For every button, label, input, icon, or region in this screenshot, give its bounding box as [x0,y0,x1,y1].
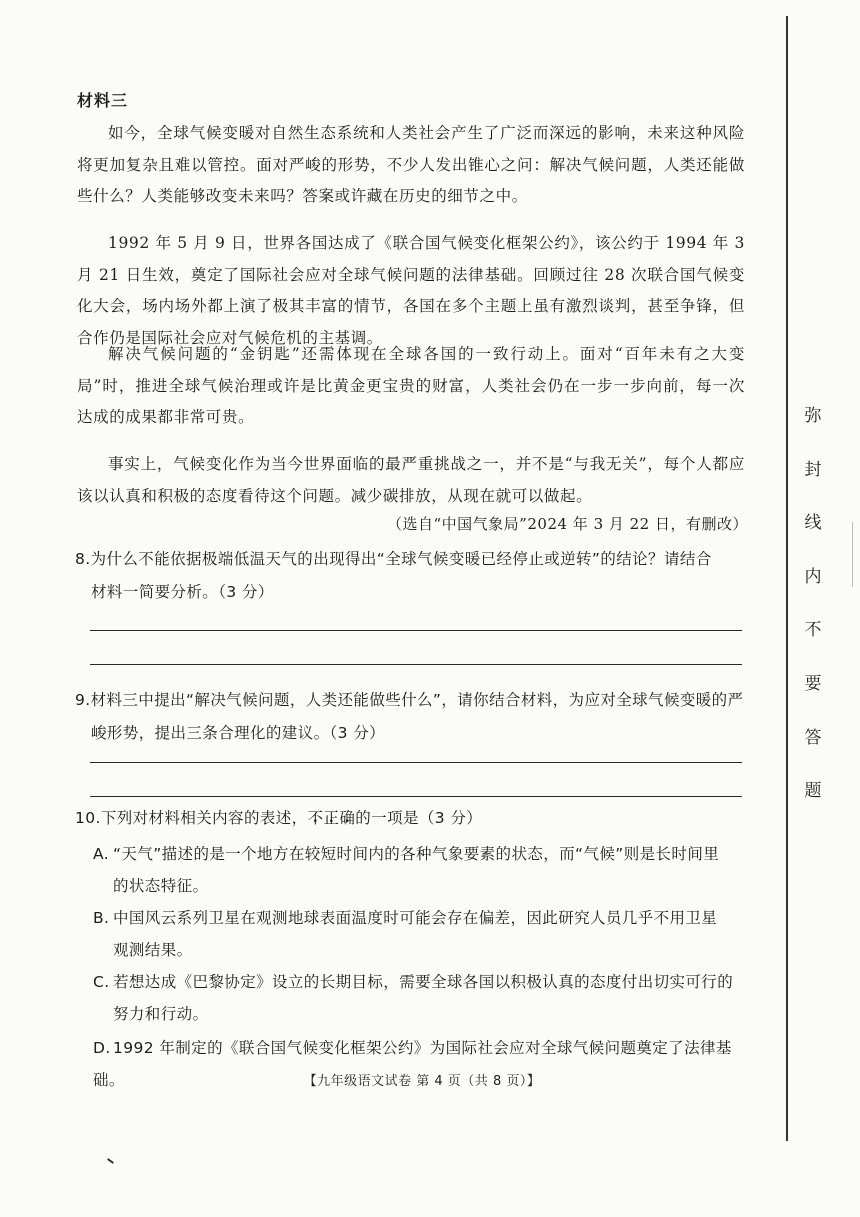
option-c [93,967,748,1030]
question-8 [75,543,747,609]
option-text: “天气”描述的是一个地方在较短时间内的各种气象要素的状态，而“气候”则是长时间里 [113,845,720,863]
seal-char: 封 [804,459,822,480]
question-9-number: 9. [75,691,91,709]
page-footer: 【九年级语文试卷 第 4 页（共 8 页）】 [303,1074,541,1089]
seal-char: 不 [804,620,822,641]
option-text: 若想达成《巴黎协定》设立的长期目标，需要全球各国以积极认真的态度付出切实可行的 [113,973,734,991]
answer-line[interactable] [90,762,742,763]
question-9-line1: 材料三中提出“解决气候问题，人类还能做些什么”，请你结合材料，为应对全球气候变暖的严 [90,691,744,709]
seal-margin [786,16,858,1141]
answer-line[interactable] [90,630,742,631]
question-8-number: 8. [75,550,91,568]
answer-line[interactable] [90,664,742,665]
option-text-continued: 观测结果。 [113,940,193,959]
question-10-number: 10. [75,809,101,827]
seal-char: 线 [804,513,822,534]
emphasis-char: 不 [307,809,324,827]
emphasis-char: 确 [339,809,356,827]
option-letter: D. [93,1039,111,1057]
material-paragraph-2: 1992 年 5 月 9 日，世界各国达成了《联合国气候变化框架公约》，该公约于 1994 年 3 月 21 日生效，奠定了国际社会应对全球气候问题的法律基础。回顾过往 28 次联合国气候变化大会，场内场外都上演了极其丰富的情节，各国在多个主题上虽有激烈谈判，甚至争锋，但合作仍是国际社会应对气候危机的主基调。 [77,234,745,347]
option-text: 1992 年制定的《联合国气候变化框架公约》为国际社会应对全球气候问题奠定了法律基础。 [93,1039,732,1089]
material-paragraph-3: 解决气候问题的“金钥匙”还需体现在全球各国的一致行动上。面对“百年未有之大变局”时，推进全球气候治理或许是比黄金更宝贵的财富，人类社会仍在一步一步向前，每一次达成的成果都非常可贵。 [77,345,745,426]
option-b [93,903,748,966]
seal-notice [796,406,830,835]
seal-char: 题 [804,781,822,802]
question-9-line2: 峻形势，提出三条合理化的建议。（3 分） [91,724,386,742]
option-text: 中国风云系列卫星在观测地球表面温度时可能会存在偏差，因此研究人员几乎不用卫星 [113,909,718,927]
answer-line[interactable] [90,796,742,797]
seal-char: 要 [804,673,822,694]
material-source: （选自“中国气象局”2024 年 3 月 22 日，有删改） [387,515,748,533]
stray-pen-mark [107,1158,114,1164]
material-paragraph-1: 如今，全球气候变暖对自然生态系统和人类社会产生了广泛而深远的影响，未来这种风险将更加复杂且难以管控。面对严峻的形势，不少人发出锥心之问：解决气候问题，人类还能做些什么？人类能够改变未来吗？答案或许藏在历史的细节之中。 [77,124,745,205]
emphasis-char: 正 [323,809,340,827]
seal-border-line [786,16,788,1141]
seal-char: 弥 [804,406,822,426]
option-letter: B. [93,909,110,927]
seal-char: 内 [804,566,822,587]
question-8-line1: 为什么不能依据极端低温天气的出现得出“全球气候变暖已经停止或逆转”的结论？请结合 [90,550,712,568]
question-9 [75,684,747,750]
option-letter: A. [93,845,110,863]
material-heading: 材料三 [77,91,129,110]
question-10-stem-after: 的一项是（3 分） [355,809,483,827]
option-letter: C. [93,973,110,991]
option-text-continued: 的状态特征。 [113,876,209,895]
question-8-line2: 材料一简要分析。（3 分） [91,583,274,601]
option-text-continued: 努力和行动。 [113,1004,209,1023]
question-10 [75,802,747,835]
seal-char: 答 [804,727,822,748]
question-10-stem-before: 下列对材料相关内容的表述， [100,809,308,827]
scan-edge-mark [852,522,853,587]
option-a [93,839,748,902]
material-paragraph-4: 事实上，气候变化作为当今世界面临的最严重挑战之一，并不是“与我无关”，每个人都应该以认真和积极的态度看待这个问题。减少碳排放，从现在就可以做起。 [77,455,745,505]
